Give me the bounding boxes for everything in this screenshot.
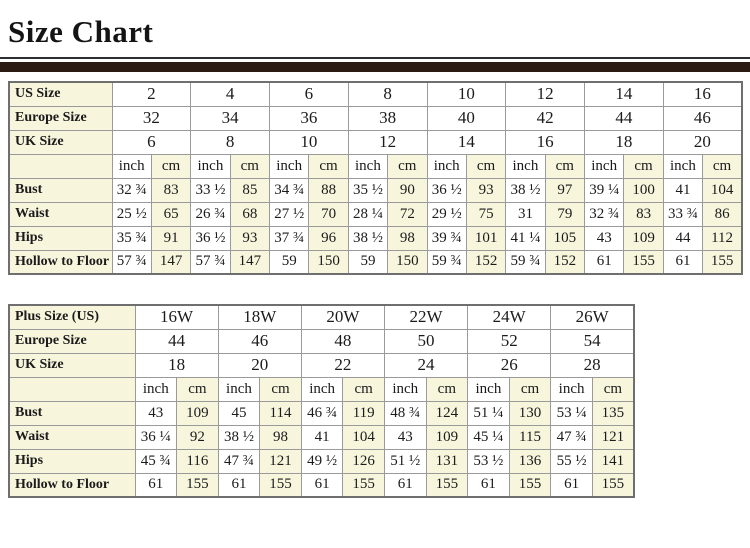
measure-value-inch: 25 ½	[112, 202, 151, 226]
measure-value-cm: 65	[151, 202, 190, 226]
measure-value-cm: 152	[466, 250, 505, 274]
unit-cm-label: cm	[177, 377, 219, 401]
measure-value-cm: 155	[509, 473, 551, 497]
measure-value-inch: 34 ¾	[270, 178, 309, 202]
row-label: Hips	[9, 226, 112, 250]
unit-row-label	[9, 154, 112, 178]
size-value: 22	[301, 353, 384, 377]
size-value: 44	[585, 106, 664, 130]
size-value: 6	[270, 82, 349, 106]
unit-cm-label: cm	[151, 154, 190, 178]
unit-cm-label: cm	[388, 154, 427, 178]
measure-value-cm: 79	[545, 202, 584, 226]
measure-value-inch: 41 ¼	[506, 226, 545, 250]
measure-value-inch: 61	[551, 473, 593, 497]
measure-value-cm: 147	[151, 250, 190, 274]
measure-value-inch: 57 ¾	[112, 250, 151, 274]
measure-value-inch: 36 ¼	[135, 425, 177, 449]
unit-inch-label: inch	[301, 377, 343, 401]
measure-value-inch: 32 ¾	[585, 202, 624, 226]
size-value: 14	[427, 130, 506, 154]
measure-value-cm: 75	[466, 202, 505, 226]
row-label: Waist	[9, 202, 112, 226]
size-value: 10	[427, 82, 506, 106]
row-label: Hollow to Floor	[9, 250, 112, 274]
size-value: 18W	[218, 305, 301, 329]
measure-value-inch: 47 ¾	[551, 425, 593, 449]
row-label: Hips	[9, 449, 135, 473]
measure-value-inch: 27 ½	[270, 202, 309, 226]
size-value: 40	[427, 106, 506, 130]
size-value: 50	[384, 329, 467, 353]
measure-value-inch: 47 ¾	[218, 449, 260, 473]
measure-value-inch: 59 ¾	[427, 250, 466, 274]
measure-value-inch: 53 ½	[468, 449, 510, 473]
measure-value-cm: 92	[177, 425, 219, 449]
measure-value-cm: 121	[260, 449, 302, 473]
size-value: 34	[191, 106, 270, 130]
row-label: Europe Size	[9, 329, 135, 353]
measure-value-cm: 130	[509, 401, 551, 425]
measure-value-inch: 51 ¼	[468, 401, 510, 425]
unit-inch-label: inch	[585, 154, 624, 178]
measure-value-inch: 44	[663, 226, 702, 250]
size-header-row	[9, 353, 634, 377]
size-header-row	[9, 82, 742, 106]
measure-value-inch: 61	[301, 473, 343, 497]
unit-row-label	[9, 377, 135, 401]
measure-value-cm: 121	[592, 425, 634, 449]
size-value: 32	[112, 106, 191, 130]
size-value: 36	[270, 106, 349, 130]
measure-value-cm: 150	[388, 250, 427, 274]
measure-value-inch: 51 ½	[384, 449, 426, 473]
measure-value-cm: 141	[592, 449, 634, 473]
measure-value-inch: 61	[384, 473, 426, 497]
measure-value-cm: 88	[309, 178, 348, 202]
measure-value-inch: 45 ¾	[135, 449, 177, 473]
unit-inch-label: inch	[112, 154, 151, 178]
size-value: 18	[135, 353, 218, 377]
size-chart-page	[0, 12, 750, 498]
measure-value-inch: 61	[468, 473, 510, 497]
measure-value-cm: 109	[426, 425, 468, 449]
unit-inch-label: inch	[384, 377, 426, 401]
measure-value-cm: 70	[309, 202, 348, 226]
measure-value-inch: 61	[663, 250, 702, 274]
unit-inch-label: inch	[506, 154, 545, 178]
measure-value-cm: 90	[388, 178, 427, 202]
row-label: Plus Size (US)	[9, 305, 135, 329]
measure-value-inch: 38 ½	[348, 226, 387, 250]
unit-cm-label: cm	[592, 377, 634, 401]
measure-value-cm: 109	[177, 401, 219, 425]
measure-value-inch: 39 ¾	[427, 226, 466, 250]
measure-value-cm: 100	[624, 178, 663, 202]
size-value: 6	[112, 130, 191, 154]
size-value: 52	[468, 329, 551, 353]
size-value: 16	[663, 82, 742, 106]
measure-value-inch: 59 ¾	[506, 250, 545, 274]
measure-value-cm: 72	[388, 202, 427, 226]
unit-inch-label: inch	[270, 154, 309, 178]
measure-row	[9, 425, 634, 449]
size-value: 18	[585, 130, 664, 154]
measure-value-inch: 59	[270, 250, 309, 274]
size-value: 16W	[135, 305, 218, 329]
unit-inch-label: inch	[135, 377, 177, 401]
measure-value-cm: 155	[177, 473, 219, 497]
size-value: 48	[301, 329, 384, 353]
size-value: 4	[191, 82, 270, 106]
size-value: 46	[663, 106, 742, 130]
measure-value-cm: 97	[545, 178, 584, 202]
measure-value-cm: 155	[343, 473, 385, 497]
measure-value-inch: 41	[663, 178, 702, 202]
unit-cm-label: cm	[545, 154, 584, 178]
size-value: 28	[551, 353, 634, 377]
measure-value-inch: 53 ¼	[551, 401, 593, 425]
measure-row	[9, 250, 742, 274]
measure-row	[9, 202, 742, 226]
measure-value-inch: 38 ½	[506, 178, 545, 202]
measure-value-cm: 104	[703, 178, 742, 202]
measure-value-cm: 155	[426, 473, 468, 497]
measure-value-cm: 155	[260, 473, 302, 497]
measure-value-cm: 83	[624, 202, 663, 226]
measure-value-cm: 68	[230, 202, 269, 226]
row-label: UK Size	[9, 353, 135, 377]
size-value: 8	[348, 82, 427, 106]
size-value: 2	[112, 82, 191, 106]
measure-value-inch: 31	[506, 202, 545, 226]
size-value: 20	[218, 353, 301, 377]
size-value: 44	[135, 329, 218, 353]
measure-value-cm: 91	[151, 226, 190, 250]
page-title: Size Chart	[8, 14, 154, 49]
unit-inch-label: inch	[218, 377, 260, 401]
size-value: 20W	[301, 305, 384, 329]
unit-header-row	[9, 154, 742, 178]
unit-inch-label: inch	[468, 377, 510, 401]
measure-value-inch: 39 ¼	[585, 178, 624, 202]
measure-value-inch: 33 ½	[191, 178, 230, 202]
size-value: 42	[506, 106, 585, 130]
measure-value-inch: 37 ¾	[270, 226, 309, 250]
unit-header-row	[9, 377, 634, 401]
size-value: 12	[348, 130, 427, 154]
measure-value-inch: 43	[384, 425, 426, 449]
measure-value-cm: 104	[343, 425, 385, 449]
row-label: UK Size	[9, 130, 112, 154]
plus-size-table	[8, 304, 635, 498]
measure-value-cm: 98	[260, 425, 302, 449]
row-label: Bust	[9, 178, 112, 202]
measure-value-inch: 61	[218, 473, 260, 497]
size-header-row	[9, 305, 634, 329]
size-value: 12	[506, 82, 585, 106]
size-header-row	[9, 329, 634, 353]
unit-inch-label: inch	[191, 154, 230, 178]
size-value: 54	[551, 329, 634, 353]
size-value: 26	[468, 353, 551, 377]
measure-value-cm: 93	[230, 226, 269, 250]
standard-size-table	[8, 81, 743, 275]
unit-cm-label: cm	[260, 377, 302, 401]
measure-value-cm: 126	[343, 449, 385, 473]
unit-cm-label: cm	[426, 377, 468, 401]
measure-value-cm: 150	[309, 250, 348, 274]
unit-inch-label: inch	[427, 154, 466, 178]
measure-value-cm: 155	[703, 250, 742, 274]
measure-value-cm: 96	[309, 226, 348, 250]
measure-value-inch: 29 ½	[427, 202, 466, 226]
measure-value-inch: 36 ½	[191, 226, 230, 250]
measure-value-cm: 114	[260, 401, 302, 425]
measure-value-cm: 93	[466, 178, 505, 202]
row-label: Bust	[9, 401, 135, 425]
unit-cm-label: cm	[509, 377, 551, 401]
measure-value-cm: 115	[509, 425, 551, 449]
measure-value-inch: 43	[135, 401, 177, 425]
size-value: 10	[270, 130, 349, 154]
measure-value-cm: 83	[151, 178, 190, 202]
measure-value-inch: 41	[301, 425, 343, 449]
measure-value-inch: 55 ½	[551, 449, 593, 473]
measure-value-cm: 155	[592, 473, 634, 497]
unit-inch-label: inch	[663, 154, 702, 178]
size-value: 8	[191, 130, 270, 154]
row-label: Waist	[9, 425, 135, 449]
measure-value-inch: 43	[585, 226, 624, 250]
size-header-row	[9, 130, 742, 154]
measure-value-inch: 61	[585, 250, 624, 274]
size-value: 22W	[384, 305, 467, 329]
measure-value-inch: 36 ½	[427, 178, 466, 202]
measure-value-inch: 35 ½	[348, 178, 387, 202]
measure-row	[9, 401, 634, 425]
measure-value-cm: 101	[466, 226, 505, 250]
row-label: US Size	[9, 82, 112, 106]
measure-row	[9, 473, 634, 497]
measure-value-inch: 57 ¾	[191, 250, 230, 274]
measure-value-cm: 147	[230, 250, 269, 274]
unit-inch-label: inch	[348, 154, 387, 178]
measure-value-inch: 45	[218, 401, 260, 425]
measure-row	[9, 178, 742, 202]
measure-row	[9, 449, 634, 473]
measure-value-cm: 119	[343, 401, 385, 425]
measure-value-inch: 33 ¾	[663, 202, 702, 226]
measure-value-inch: 49 ½	[301, 449, 343, 473]
size-value: 14	[585, 82, 664, 106]
size-value: 24W	[468, 305, 551, 329]
size-value: 38	[348, 106, 427, 130]
measure-value-cm: 98	[388, 226, 427, 250]
unit-cm-label: cm	[466, 154, 505, 178]
unit-cm-label: cm	[343, 377, 385, 401]
measure-value-inch: 28 ¼	[348, 202, 387, 226]
unit-cm-label: cm	[230, 154, 269, 178]
measure-value-cm: 152	[545, 250, 584, 274]
size-value: 20	[663, 130, 742, 154]
measure-value-cm: 124	[426, 401, 468, 425]
title-divider-thick	[0, 62, 750, 72]
size-value: 46	[218, 329, 301, 353]
measure-value-cm: 85	[230, 178, 269, 202]
measure-value-cm: 155	[624, 250, 663, 274]
unit-cm-label: cm	[309, 154, 348, 178]
measure-value-inch: 32 ¾	[112, 178, 151, 202]
unit-inch-label: inch	[551, 377, 593, 401]
measure-value-inch: 46 ¾	[301, 401, 343, 425]
size-header-row	[9, 106, 742, 130]
unit-cm-label: cm	[624, 154, 663, 178]
measure-value-cm: 86	[703, 202, 742, 226]
row-label: Hollow to Floor	[9, 473, 135, 497]
size-value: 16	[506, 130, 585, 154]
size-value: 26W	[551, 305, 634, 329]
size-value: 24	[384, 353, 467, 377]
unit-cm-label: cm	[703, 154, 742, 178]
measure-value-cm: 109	[624, 226, 663, 250]
measure-value-cm: 105	[545, 226, 584, 250]
measure-value-inch: 45 ¼	[468, 425, 510, 449]
measure-value-inch: 59	[348, 250, 387, 274]
measure-row	[9, 226, 742, 250]
title-divider-thin	[0, 57, 750, 59]
measure-value-inch: 48 ¾	[384, 401, 426, 425]
measure-value-cm: 116	[177, 449, 219, 473]
measure-value-inch: 26 ¾	[191, 202, 230, 226]
measure-value-inch: 61	[135, 473, 177, 497]
measure-value-cm: 131	[426, 449, 468, 473]
measure-value-inch: 38 ½	[218, 425, 260, 449]
measure-value-cm: 135	[592, 401, 634, 425]
row-label: Europe Size	[9, 106, 112, 130]
measure-value-inch: 35 ¾	[112, 226, 151, 250]
measure-value-cm: 136	[509, 449, 551, 473]
measure-value-cm: 112	[703, 226, 742, 250]
